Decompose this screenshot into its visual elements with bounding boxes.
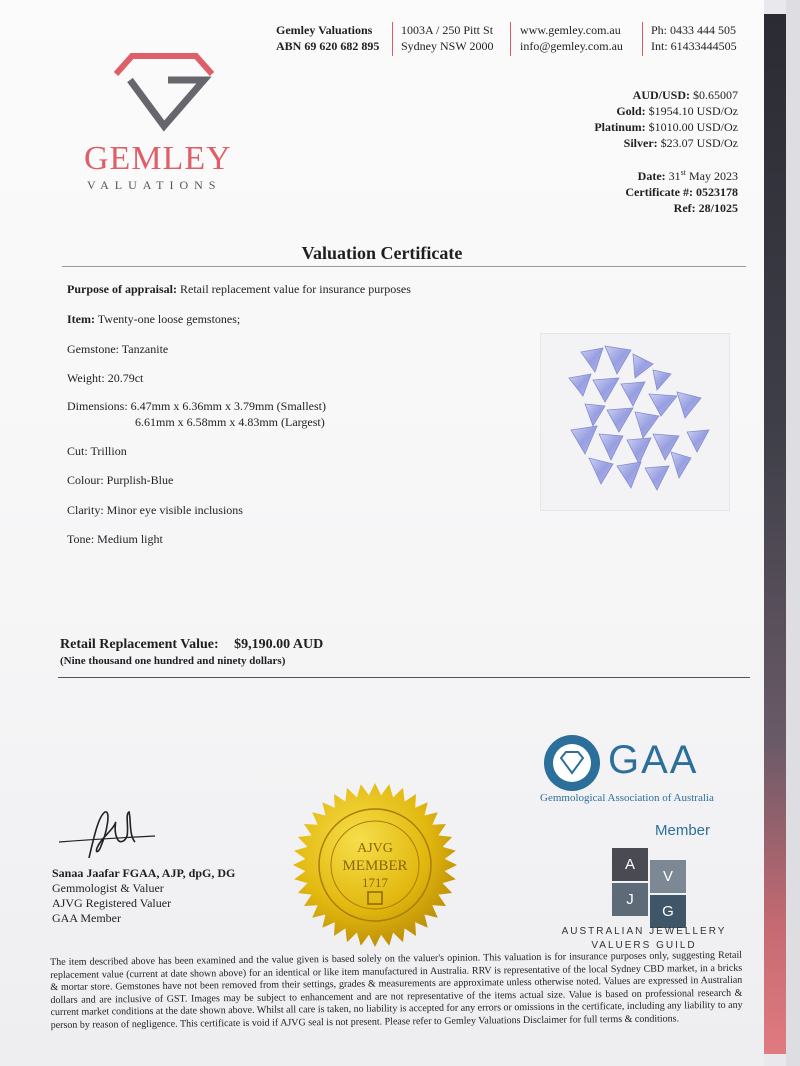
gemstone-photo [540,333,730,511]
signature [55,802,165,864]
dimensions-line2: 6.61mm x 6.58mm x 4.83mm (Largest) [135,415,325,429]
gemstone-row: Gemstone: Tanzanite [67,342,169,356]
date-suffix: st [680,168,686,177]
ajvg-label-line2: VALUERS GUILD [591,940,697,951]
ref-number: 28/1025 [698,201,738,215]
purpose-label: Purpose of appraisal: [67,282,178,296]
signer-role2: AJVG Registered Valuer [52,896,172,910]
certificate-label: Certificate #: [625,185,693,199]
certificate-number: 0523178 [696,185,738,199]
seal-line2: MEMBER [342,858,408,874]
company-block [276,22,379,54]
gaa-emblem-icon [541,733,603,793]
ajvg-label [556,925,732,953]
gaa-subtitle: Gemmological Association of Australia [540,792,714,804]
dimensions-row [67,398,326,430]
purpose-value: Retail replacement value for insurance purposes [180,282,411,296]
gold-value: $1954.10 USD/Oz [648,104,738,118]
phone-number: Ph: 0433 444 505 [651,23,737,37]
date-label: Date: [637,169,666,183]
ajvg-cell: A [612,848,648,881]
company-abn: ABN 69 620 682 895 [276,39,380,53]
ajvg-gold-seal-icon [290,780,460,950]
signer-block [52,866,235,926]
header-divider [392,22,393,56]
header-divider [510,22,511,56]
title-divider [62,266,746,267]
logo-wordmark: GEMLEY [84,140,232,177]
tanzanite-gems-image [541,334,729,510]
silver-value: $23.07 USD/Oz [660,136,738,150]
signer-role1: Gemmologist & Valuer [52,881,164,895]
aud-usd-value: $0.65007 [693,88,738,102]
metal-rates [594,87,738,151]
ajvg-label-line1: AUSTRALIAN JEWELLERY [561,926,727,937]
page-title: Valuation Certificate [301,243,463,263]
company-name: Gemley Valuations [276,23,373,37]
email-link: info@gemley.com.au [520,39,623,53]
seal-line3: 1717 [362,875,388,890]
clarity-row: Clarity: Minor eye visible inclusions [67,503,243,517]
item-value: Twenty-one loose gemstones; [97,312,241,326]
weight-row: Weight: 20.79ct [67,371,144,385]
retail-value [60,637,323,653]
ajvg-cell: G [650,895,686,928]
aud-usd-label: AUD/USD: [632,88,690,102]
address-block [401,22,493,54]
ajvg-cell: V [650,860,686,893]
logo-subtitle: VALUATIONS [87,178,222,192]
address-line1: 1003A / 250 Pitt St [401,23,494,37]
gaa-wordmark: GAA [608,738,699,782]
header-divider [642,22,643,56]
ajvg-logo [612,848,688,920]
page-edge [786,0,800,1066]
signer-role3: GAA Member [52,911,121,925]
disclaimer-text: The item described above has been examined and the value given is based solely on the valuer's opinion. This valuation is for insurance purposes only, suggesting Retail replacement value (current at date shown above) for an identical or like item manufactured in Australia. RRV is representative of the local Sydney CBD market, in a bricks & mortar store. Gemstones have not been removed from their settings, grades & measurements are approximate unless otherwise noted. Values are expressed in Australian dollars and are inclusive of GST. Images may be subject to enhancement and are not representative of the items actual size. Value is based on professional research & current market conditions at the date shown above. Whilst all care is taken, no liability is accepted for any errors or omissions in the certificate, including any liability to any person by reason of negligence. This certificate is void if AJVG seal is not present. Please refer to Gemley Valuations Disclaimer for full terms & conditions. [50,949,743,1031]
decorative-sidebar [764,14,786,1054]
certificate-meta [625,165,738,216]
diamond-logo-icon [110,52,218,132]
phone-block [651,22,737,54]
address-line2: Sydney NSW 2000 [401,39,494,53]
website-link: www.gemley.com.au [520,23,621,37]
member-label: Member [655,822,711,839]
ajvg-cell: J [612,883,648,916]
dimensions-line1: Dimensions: 6.47mm x 6.36mm x 3.79mm (Smallest) [67,399,326,413]
signer-name: Sanaa Jaafar FGAA, AJP, dpG, DG [52,866,236,880]
seal-line1: AJVG [357,841,393,856]
ref-label: Ref: [673,201,696,215]
retail-value-words: (Nine thousand one hundred and ninety dollars) [60,655,286,667]
tone-row: Tone: Medium light [67,532,163,546]
date-day: 31 [668,169,681,183]
value-divider [58,677,750,678]
purpose-row [67,281,411,297]
gold-label: Gold: [616,104,646,118]
item-label: Item: [67,312,95,326]
retail-value-amount: $9,190.00 AUD [234,637,324,652]
intl-number: Int: 61433444505 [651,39,737,53]
item-row [67,311,240,327]
web-block [520,22,623,54]
retail-value-label: Retail Replacement Value: [60,637,219,652]
date-rest: May 2023 [689,169,738,183]
silver-label: Silver: [623,136,658,150]
platinum-value: $1010.00 USD/Oz [648,120,738,134]
cut-row: Cut: Trillion [67,444,127,458]
colour-row: Colour: Purplish-Blue [67,473,174,487]
platinum-label: Platinum: [594,120,646,134]
